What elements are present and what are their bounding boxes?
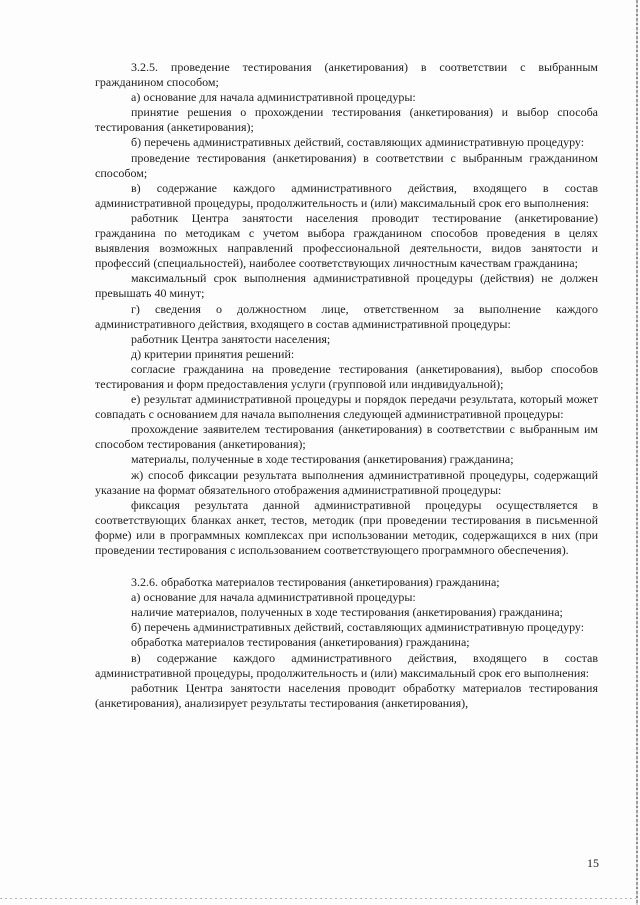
paragraph: обработка материалов тестирования (анкетирования) гражданина; [131,635,470,650]
paragraph: е) результат административной процедуры и порядок передачи результата, который может совпадать с основанием для начала выполнения следующей административной процедуры: [95,392,598,422]
scan-edge-right [636,0,638,905]
paragraph: проведение тестирования (анкетирования) в соответствии с выбранным гражданином способом; [95,150,598,180]
paragraph: работник Центра занятости населения проводит тестирование (анкетирование) гражданина по методикам с учетом выбора гражданином способов проведения в целях выявления возможных направлений профессиональной деятельности, видов занятости и профессий (специальностей), наиболее соответствующих личностным качествам гражданина; [95,210,598,271]
paragraph: максимальный срок выполнения административной процедуры (действия) не должен превышать 40 минут; [95,271,598,301]
section-3-2-6-heading: 3.2.6. обработка материалов тестирования (анкетирования) гражданина; [131,575,500,590]
paragraph: прохождение заявителем тестирования (анкетирования) в соответствии с выбранным им способом тестирования (анкетирования); [95,422,598,452]
paragraph: в) содержание каждого административного действия, входящего в состав административной процедуры, продолжительность и (или) максимальный срок его выполнения: [95,180,598,210]
paragraph: материалы, полученные в ходе тестирования (анкетирования) гражданина; [131,452,514,467]
paragraph: наличие материалов, полученных в ходе тестирования (анкетирования) гражданина; [131,605,563,620]
document-body [95,60,598,711]
paragraph: г) сведения о должностном лице, ответственном за выполнение каждого административного действия, входящего в состав административной процедуры: [95,301,598,331]
paragraph: а) основание для начала административной процедуры: [131,590,416,605]
paragraph: в) содержание каждого административного действия, входящего в состав административной процедуры, продолжительность и (или) максимальный срок его выполнения: [95,650,598,680]
paragraph: а) основание для начала административной процедуры: [131,90,416,105]
paragraph: б) перечень административных действий, составляющих административную процедуру: [131,135,585,150]
paragraph: фиксация результата данной административной процедуры осуществляется в соответствующих бланках анкет, тестов, методик (при проведении тестирования в письменной форме) или в программных комплексах при использовании методик, содержащихся в них (при проведении тестирования с использованием соответствующего программного обеспечения). [95,497,598,557]
paragraph: ж) способ фиксации результата выполнения административной процедуры, содержащий указание на формат обязательного отображения административной процедуры: [95,467,598,497]
paragraph: принятие решения о прохождении тестирования (анкетирования) и выбор способа тестирования (анкетирования); [95,105,598,135]
section-spacer [95,558,598,575]
page-number: 15 [587,856,599,870]
paragraph: д) критерии принятия решений: [131,346,295,361]
scan-edge-bottom [0,898,636,899]
paragraph: б) перечень административных действий, составляющих административную процедуру: [131,620,585,635]
paragraph: работник Центра занятости населения проводит обработку материалов тестирования (анкетирования), анализирует результаты тестирования (анкетирования), [95,680,598,710]
paragraph: работник Центра занятости населения; [131,331,331,346]
section-3-2-5-heading: 3.2.5. проведение тестирования (анкетирования) в соответствии с выбранным гражданином способом; [95,60,598,90]
paragraph: согласие гражданина на проведение тестирования (анкетирования), выбор способов тестирования и форм предоставления услуги (групповой или индивидуальной); [95,361,598,391]
